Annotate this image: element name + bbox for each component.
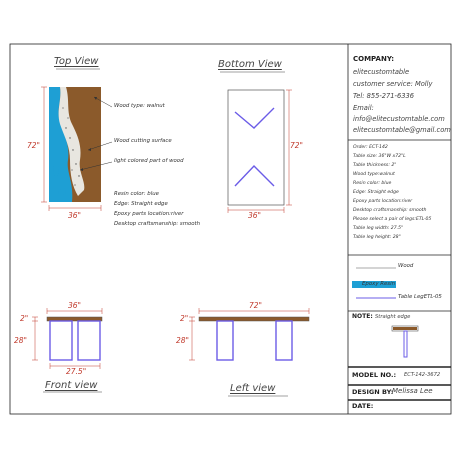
dim-top-height: 72" — [27, 141, 40, 150]
bottom-slab-outline — [228, 90, 284, 205]
note-label: NOTE: — [352, 313, 373, 320]
spec-line: Please select a pair of legs:ETL-05 — [353, 217, 432, 222]
note-light-part: light colored part of wood — [114, 158, 184, 164]
bottom-view-title: Bottom View — [218, 59, 282, 70]
company-line: Email: — [353, 104, 374, 112]
design-value: Melissa Lee — [392, 387, 433, 395]
date-label: DATE: — [352, 402, 374, 410]
legend-epoxy-label: Epoxy Resin — [362, 281, 396, 287]
spec-line: Epoxy parts location:river — [353, 199, 413, 204]
note-desktop: Desktop craftsmanship: smooth — [114, 221, 201, 227]
edge-profile-detail — [392, 326, 418, 357]
company-line: elitecustomtable@gmail.com — [353, 126, 451, 134]
note-wood-type: Wood type: walnut — [114, 103, 165, 109]
spec-line: Table leg width: 27.5" — [353, 226, 404, 231]
model-label: MODEL NO.: — [352, 371, 397, 379]
note-cutting-surface: Wood cutting surface — [114, 138, 172, 144]
legend-wood-label: Wood — [398, 263, 414, 269]
left-view-title: Left view — [230, 383, 276, 394]
spec-line: Table size: 36"W x72"L — [353, 154, 406, 159]
company-line: info@elitecustomtable.com — [353, 115, 445, 123]
dim-left-thickness: 2" — [180, 314, 189, 323]
spec-line: Order: ECT-142 — [353, 145, 388, 150]
note-resin-color: Resin color: blue — [114, 191, 159, 197]
dim-bottom-width: 36" — [248, 211, 261, 220]
spec-line: Desktop craftsmanship: smooth — [353, 208, 427, 213]
dim-front-width: 36" — [68, 301, 81, 310]
dim-left-leg-height: 28" — [176, 336, 189, 345]
spec-line: Table thickness: 2" — [353, 163, 397, 168]
spec-line: Edge: Straight edge — [353, 190, 399, 195]
bottom-view-drawing — [220, 72, 292, 213]
dim-left-length: 72" — [249, 301, 262, 310]
top-view-drawing — [41, 69, 112, 211]
dim-front-leg-width: 27.5" — [66, 367, 87, 376]
note-epoxy-location: Epoxy parts location:river — [114, 211, 184, 217]
spec-line: Wood type:walnut — [353, 172, 395, 177]
front-view-title: Front view — [45, 380, 98, 391]
note-value: Straight edge — [375, 314, 411, 320]
spec-line: Resin color: blue — [353, 181, 392, 186]
legend-leg-label: Table LegETL-05 — [398, 294, 442, 300]
dim-front-leg-height: 28" — [14, 336, 27, 345]
top-view-title: Top View — [54, 56, 99, 67]
company-line: customer service: Molly — [353, 80, 433, 88]
design-label: DESIGN BY: — [352, 388, 394, 396]
spec-line: Table leg height: 28" — [353, 235, 401, 240]
company-line: Tel: 855-271-6336 — [353, 92, 414, 100]
dim-bottom-height: 72" — [290, 141, 303, 150]
note-edge: Edge: Straight edge — [114, 201, 168, 207]
dim-top-width: 36" — [68, 211, 81, 220]
model-value: ECT-142-3672 — [404, 372, 441, 378]
company-line: elitecustomtable — [353, 68, 410, 76]
company-heading: COMPANY: — [353, 55, 395, 63]
dim-front-thickness: 2" — [20, 314, 29, 323]
